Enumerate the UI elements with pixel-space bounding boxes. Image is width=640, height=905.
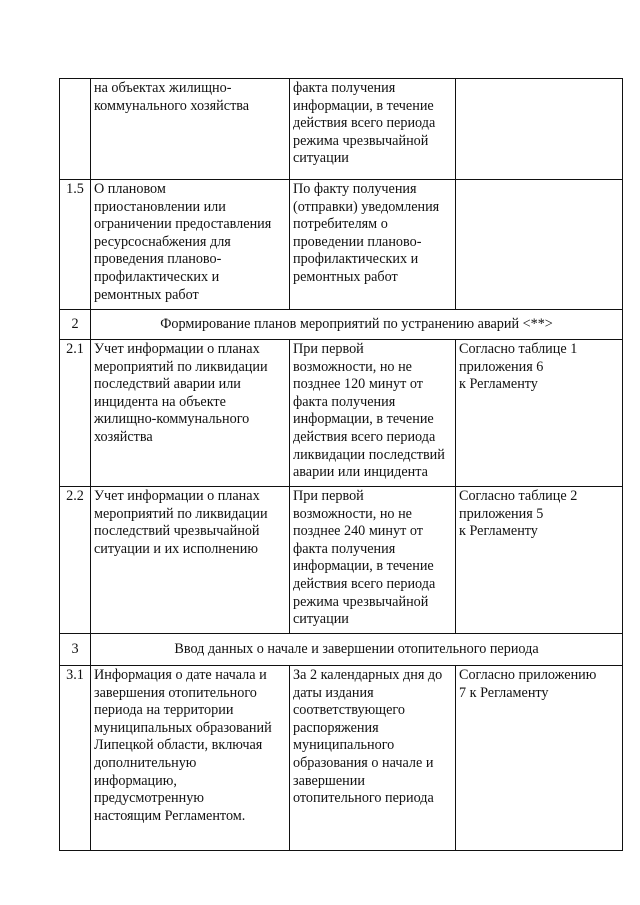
deadline-cell — [290, 340, 456, 487]
deadline-cell — [290, 180, 456, 310]
section-number: 3 — [60, 634, 91, 666]
info-name: Учет информации о планах мероприятий по ликвидации последствий аварии или инцидента на объекте жилищно-коммунального хозяйства — [94, 341, 268, 445]
note-cell — [456, 340, 623, 487]
table-row — [60, 666, 623, 851]
deadline-text: По факту получения (отправки) уведомления потребителям о проведении планово- профилактических и ремонтных работ — [293, 181, 440, 285]
row-number: 2.1 — [60, 340, 91, 487]
regulation-table — [59, 78, 623, 851]
info-name-cell — [91, 666, 290, 851]
note-cell — [456, 79, 623, 180]
deadline-text: При первой возможности, но не позднее 120 минут от факта получения информации, в течение действия всего периода ликвидации последствий аварии или инцидента — [293, 341, 445, 481]
table-row — [60, 79, 623, 180]
deadline-cell — [290, 79, 456, 180]
note-cell — [456, 487, 623, 634]
info-name: О плановом приостановлении или ограничении предоставления ресурсоснабжения для проведения планово- профилактических и ремонтных работ — [94, 181, 272, 303]
deadline-text: При первой возможности, но не позднее 240 минут от факта получения информации, в течение действия всего периода режима чрезвычайной ситуации — [293, 488, 436, 628]
table-row — [60, 487, 623, 634]
info-name-cell — [91, 180, 290, 310]
section-row — [60, 310, 623, 340]
note-text: Согласно приложению 7 к Регламенту — [459, 667, 597, 701]
deadline-cell — [290, 487, 456, 634]
info-name-cell — [91, 340, 290, 487]
section-number: 2 — [60, 310, 91, 340]
deadline-text: За 2 календарных дня до даты издания соответствующего распоряжения муниципального образования о начале и завершении отопительного периода — [293, 667, 443, 807]
row-number: 1.5 — [60, 180, 91, 310]
note-text: Согласно таблице 1 приложения 6 к Регламенту — [459, 341, 578, 393]
note-cell — [456, 666, 623, 851]
table-row — [60, 340, 623, 487]
info-name-cell — [91, 79, 290, 180]
section-row — [60, 634, 623, 666]
section-title: Формирование планов мероприятий по устранению аварий <**> — [91, 310, 623, 340]
note-text: Согласно таблице 2 приложения 5 к Регламенту — [459, 488, 578, 540]
section-title: Ввод данных о начале и завершении отопительного периода — [91, 634, 623, 666]
note-cell — [456, 180, 623, 310]
table-row — [60, 180, 623, 310]
deadline-cell — [290, 666, 456, 851]
deadline-text: факта получения информации, в течение действия всего периода режима чрезвычайной ситуации — [293, 80, 436, 167]
info-name: Информация о дате начала и завершения отопительного периода на территории муниципальных образований Липецкой области, включая дополнительную информацию, предусмотренную настоящим Регламентом. — [94, 667, 272, 824]
row-number: 2.2 — [60, 487, 91, 634]
row-number — [60, 79, 91, 180]
row-number: 3.1 — [60, 666, 91, 851]
info-name: на объектах жилищно- коммунального хозяйства — [94, 80, 250, 114]
info-name-cell — [91, 487, 290, 634]
info-name: Учет информации о планах мероприятий по ликвидации последствий чрезвычайной ситуации и их исполнению — [94, 488, 268, 557]
